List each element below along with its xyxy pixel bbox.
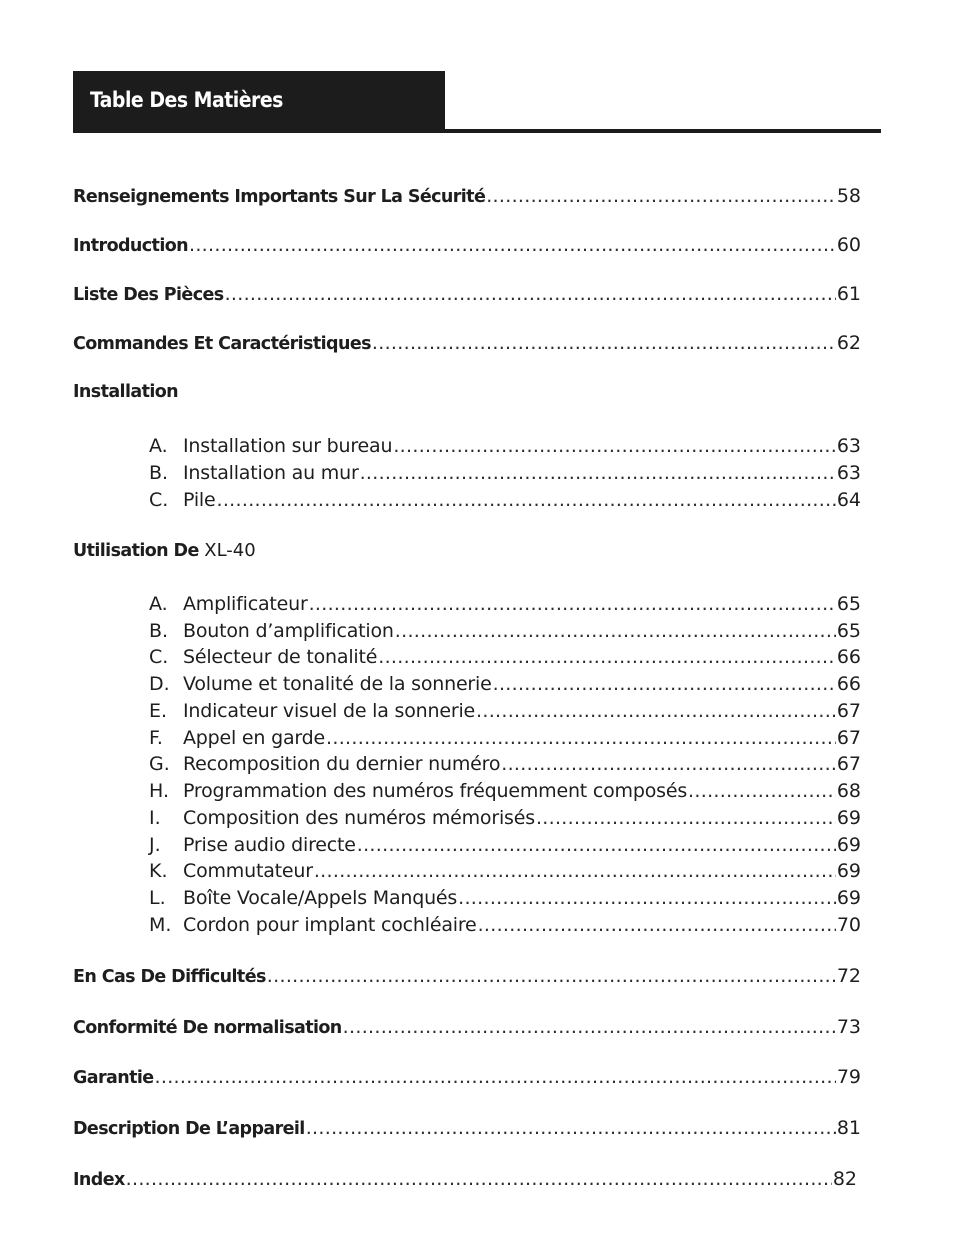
heading-bold: Utilisation De	[73, 541, 199, 561]
entry-letter: B.	[149, 620, 169, 642]
dot-leader	[536, 807, 836, 826]
entry-letter: M.	[149, 914, 172, 936]
toc-subentry[interactable]	[149, 780, 861, 802]
entry-page: 69	[836, 834, 861, 856]
toc-subentry[interactable]	[149, 620, 861, 642]
entry-letter: D.	[149, 673, 170, 695]
entry-letter: E.	[149, 700, 168, 722]
toc-entry-controls[interactable]	[73, 332, 861, 354]
dot-leader	[126, 1168, 832, 1187]
dot-leader	[155, 1066, 836, 1085]
dot-leader	[360, 462, 836, 481]
entry-label: Index	[73, 1170, 125, 1190]
dot-leader	[486, 185, 836, 204]
toc-entry-safety[interactable]	[73, 185, 861, 207]
toc-subentry[interactable]	[149, 489, 861, 511]
entry-page: 69	[836, 887, 861, 909]
entry-label: Sélecteur de tonalité	[183, 646, 378, 668]
entry-page: 81	[836, 1117, 861, 1139]
entry-label: Amplificateur	[183, 593, 308, 615]
entry-page: 63	[836, 435, 861, 457]
entry-page: 67	[836, 700, 861, 722]
dot-leader	[314, 860, 836, 879]
toc-subentry[interactable]	[149, 727, 861, 749]
entry-label: Conformité De normalisation	[73, 1018, 342, 1038]
entry-page: 67	[836, 753, 861, 775]
entry-letter: K.	[149, 860, 168, 882]
entry-label: En Cas De Difficultés	[73, 967, 266, 987]
dot-leader	[476, 700, 836, 719]
heading-model: XL-40	[204, 540, 256, 561]
entry-page: 58	[836, 185, 861, 207]
toc-subentry[interactable]	[149, 435, 861, 457]
toc-subentry[interactable]	[149, 462, 861, 484]
toc-entry-troubleshooting[interactable]	[73, 965, 861, 987]
dot-leader	[326, 727, 836, 746]
toc-subentry[interactable]	[149, 914, 861, 936]
entry-page: 62	[836, 332, 861, 354]
entry-label: Volume et tonalité de la sonnerie	[183, 673, 492, 695]
entry-label: Commutateur	[183, 860, 313, 882]
entry-letter: A.	[149, 435, 168, 457]
entry-letter: B.	[149, 462, 169, 484]
entry-page: 82	[832, 1168, 857, 1190]
entry-label: Bouton d’amplification	[183, 620, 394, 642]
entry-page: 61	[836, 283, 861, 305]
dot-leader	[378, 646, 836, 665]
entry-page: 72	[836, 965, 861, 987]
entry-page: 63	[836, 462, 861, 484]
entry-page: 69	[836, 807, 861, 829]
entry-page: 60	[836, 234, 861, 256]
entry-page: 65	[836, 620, 861, 642]
entry-letter: H.	[149, 780, 169, 802]
section-header	[73, 71, 445, 132]
entry-label: Recomposition du dernier numéro	[183, 753, 501, 775]
entry-letter: A.	[149, 593, 168, 615]
dot-leader	[343, 1016, 836, 1035]
entry-label: Boîte Vocale/Appels Manqués	[183, 887, 458, 909]
dot-leader	[688, 780, 836, 799]
entry-page: 73	[836, 1016, 861, 1038]
entry-label: Pile	[183, 489, 216, 511]
entry-label: Programmation des numéros fréquemment composés	[183, 780, 688, 802]
entry-label: Commandes Et Caractéristiques	[73, 334, 371, 354]
toc-entry-index[interactable]	[73, 1168, 857, 1190]
toc-entry-compliance[interactable]	[73, 1016, 861, 1038]
toc-subentry[interactable]	[149, 593, 861, 615]
entry-label: Indicateur visuel de la sonnerie	[183, 700, 476, 722]
dot-leader	[493, 673, 836, 692]
toc-subentry[interactable]	[149, 753, 861, 775]
entry-label: Introduction	[73, 236, 188, 256]
toc-heading-utilisation[interactable]	[73, 540, 256, 561]
dot-leader	[217, 489, 836, 508]
toc-entry-description[interactable]	[73, 1117, 861, 1139]
header-rule	[73, 129, 881, 133]
dot-leader	[395, 620, 836, 639]
entry-page: 68	[836, 780, 861, 802]
entry-page: 79	[836, 1066, 861, 1088]
toc-subentry[interactable]	[149, 700, 861, 722]
dot-leader	[309, 593, 836, 612]
entry-label: Renseignements Importants Sur La Sécurité	[73, 187, 486, 207]
toc-subentry[interactable]	[149, 860, 861, 882]
entry-label: Liste Des Pièces	[73, 285, 224, 305]
entry-letter: J.	[149, 834, 161, 856]
dot-leader	[357, 834, 836, 853]
entry-page: 67	[836, 727, 861, 749]
toc-subentry[interactable]	[149, 807, 861, 829]
entry-letter: I.	[149, 807, 161, 829]
entry-label: Garantie	[73, 1068, 154, 1088]
page-title: Table Des Matières	[90, 88, 283, 112]
toc-heading-installation[interactable]: Installation	[73, 382, 179, 402]
dot-leader	[189, 234, 836, 253]
toc-entry-introduction[interactable]	[73, 234, 861, 256]
dot-leader	[478, 914, 836, 933]
toc-entry-parts[interactable]	[73, 283, 861, 305]
entry-label: Installation au mur	[183, 462, 359, 484]
entry-page: 66	[836, 646, 861, 668]
entry-label: Appel en garde	[183, 727, 326, 749]
entry-page: 65	[836, 593, 861, 615]
dot-leader	[225, 283, 836, 302]
dot-leader	[372, 332, 836, 351]
dot-leader	[458, 887, 836, 906]
entry-letter: C.	[149, 489, 169, 511]
toc-subentry[interactable]	[149, 673, 861, 695]
toc-subentry[interactable]	[149, 887, 861, 909]
dot-leader	[501, 753, 836, 772]
toc-entry-warranty[interactable]	[73, 1066, 861, 1088]
dot-leader	[267, 965, 836, 984]
entry-label: Cordon pour implant cochléaire	[183, 914, 477, 936]
entry-label: Description De L’appareil	[73, 1119, 305, 1139]
entry-page: 64	[836, 489, 861, 511]
entry-label: Composition des numéros mémorisés	[183, 807, 535, 829]
dot-leader	[393, 435, 835, 454]
entry-letter: L.	[149, 887, 166, 909]
toc-subentry[interactable]	[149, 834, 861, 856]
entry-letter: G.	[149, 753, 170, 775]
entry-page: 66	[836, 673, 861, 695]
entry-label: Installation sur bureau	[183, 435, 393, 457]
toc-subentry[interactable]	[149, 646, 861, 668]
entry-page: 69	[836, 860, 861, 882]
entry-label: Prise audio directe	[183, 834, 356, 856]
dot-leader	[306, 1117, 836, 1136]
entry-page: 70	[836, 914, 861, 936]
entry-letter: C.	[149, 646, 169, 668]
entry-letter: F.	[149, 727, 163, 749]
